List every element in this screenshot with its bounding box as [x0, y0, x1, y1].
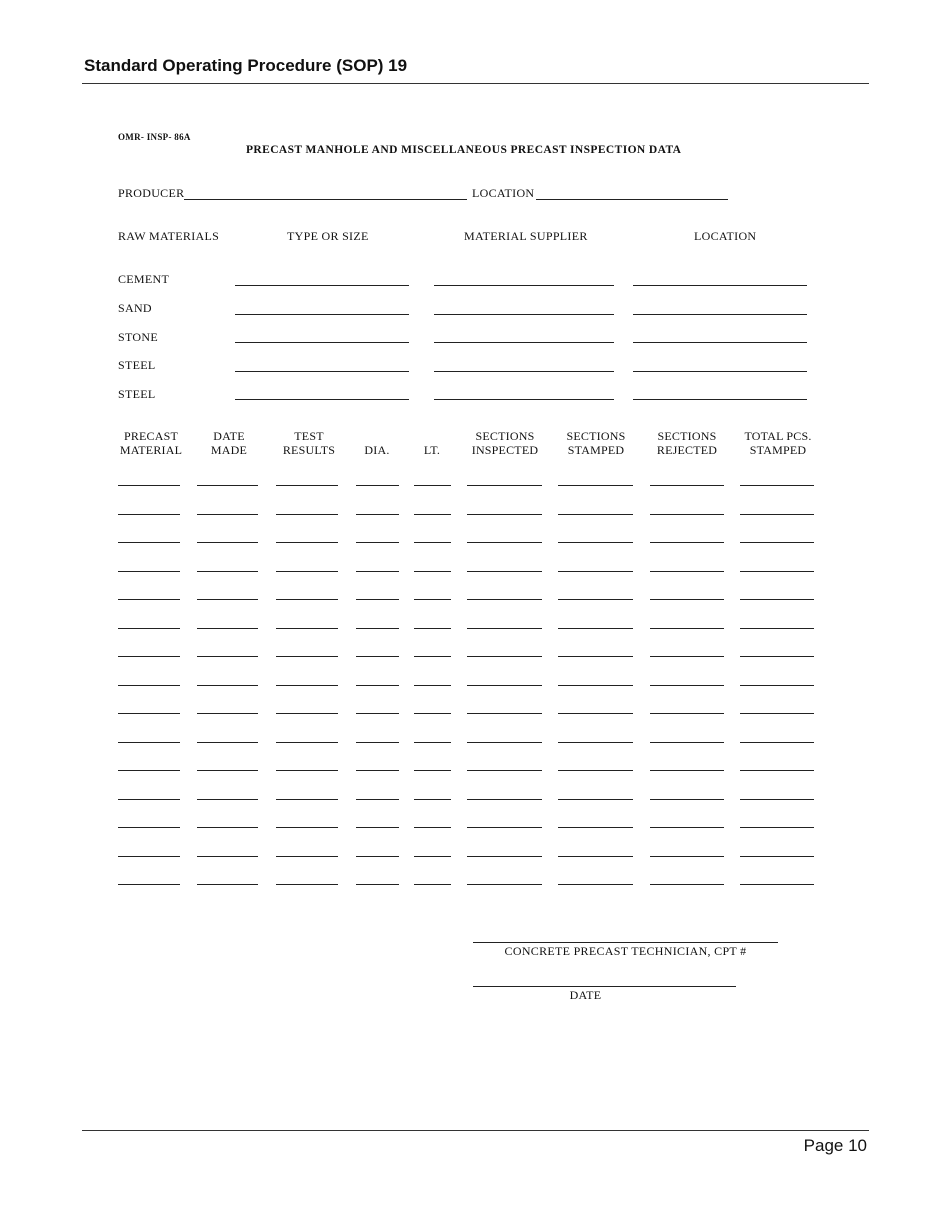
total-pcs-stamped-entry-line[interactable] [740, 514, 814, 515]
sections-stamped-entry-line[interactable] [558, 770, 633, 771]
sections-rejected-entry-line[interactable] [650, 599, 724, 600]
lt-entry-line[interactable] [414, 856, 451, 857]
sections-rejected-entry-line[interactable] [650, 656, 724, 657]
sections-stamped-entry-line[interactable] [558, 713, 633, 714]
dia-entry-line[interactable] [356, 571, 399, 572]
form-id: OMR- INSP- 86A [118, 132, 191, 142]
sections-stamped-entry-line[interactable] [558, 514, 633, 515]
sections-rejected-entry-line[interactable] [650, 514, 724, 515]
total-pcs-stamped-entry-line[interactable] [740, 485, 814, 486]
sections-inspected-entry-line[interactable] [467, 827, 542, 828]
sections-inspected-entry-line[interactable] [467, 770, 542, 771]
sections-rejected-entry-line[interactable] [650, 770, 724, 771]
precast-material-entry-line[interactable] [118, 485, 180, 486]
column-header-sections-stamped [558, 429, 634, 457]
raw-material-label: STEEL [118, 387, 156, 401]
test-results-entry-line[interactable] [276, 713, 338, 714]
date-made-entry-line[interactable] [197, 485, 258, 486]
precast-material-entry-line[interactable] [118, 571, 180, 572]
precast-material-entry-line[interactable] [118, 514, 180, 515]
test-results-entry-line[interactable] [276, 542, 338, 543]
column-header-sections-rejected [649, 429, 725, 457]
column-header-test-results [272, 429, 346, 457]
type-size-field[interactable] [235, 314, 409, 315]
sections-rejected-entry-line[interactable] [650, 542, 724, 543]
material-location-field[interactable] [633, 314, 807, 315]
sections-inspected-entry-line[interactable] [467, 514, 542, 515]
column-header-precast-material [111, 429, 191, 457]
sections-inspected-entry-line[interactable] [467, 656, 542, 657]
total-pcs-stamped-entry-line[interactable] [740, 599, 814, 600]
column-header-line: TOTAL PCS. [744, 429, 812, 443]
sections-inspected-entry-line[interactable] [467, 884, 542, 885]
sections-stamped-entry-line[interactable] [558, 884, 633, 885]
supplier-field[interactable] [434, 342, 614, 343]
location-label: LOCATION [472, 186, 535, 200]
lt-entry-line[interactable] [414, 827, 451, 828]
sections-stamped-entry-line[interactable] [558, 599, 633, 600]
sections-stamped-entry-line[interactable] [558, 485, 633, 486]
dia-entry-line[interactable] [356, 884, 399, 885]
sections-inspected-entry-line[interactable] [467, 628, 542, 629]
date-made-entry-line[interactable] [197, 571, 258, 572]
precast-material-entry-line[interactable] [118, 770, 180, 771]
precast-material-entry-line[interactable] [118, 742, 180, 743]
lt-entry-line[interactable] [414, 742, 451, 743]
sections-stamped-entry-line[interactable] [558, 628, 633, 629]
dia-entry-line[interactable] [356, 856, 399, 857]
material-location-field[interactable] [633, 342, 807, 343]
date-made-entry-line[interactable] [197, 599, 258, 600]
column-header-line: TEST [294, 429, 324, 443]
date-made-entry-line[interactable] [197, 713, 258, 714]
dia-entry-line[interactable] [356, 485, 399, 486]
sections-inspected-entry-line[interactable] [467, 799, 542, 800]
total-pcs-stamped-entry-line[interactable] [740, 856, 814, 857]
raw-materials-header: RAW MATERIALS [118, 229, 220, 243]
sections-rejected-entry-line[interactable] [650, 685, 724, 686]
material-location-field[interactable] [633, 399, 807, 400]
raw-material-label: CEMENT [118, 272, 170, 286]
column-header-line [354, 429, 400, 443]
test-results-entry-line[interactable] [276, 856, 338, 857]
lt-entry-line[interactable] [414, 599, 451, 600]
page-title: Standard Operating Procedure (SOP) 19 [84, 56, 408, 75]
supplier-field[interactable] [434, 314, 614, 315]
sections-stamped-entry-line[interactable] [558, 542, 633, 543]
raw-material-label: STEEL [118, 358, 156, 372]
test-results-entry-line[interactable] [276, 884, 338, 885]
test-results-entry-line[interactable] [276, 742, 338, 743]
sections-inspected-entry-line[interactable] [467, 742, 542, 743]
precast-material-entry-line[interactable] [118, 656, 180, 657]
sections-rejected-entry-line[interactable] [650, 713, 724, 714]
lt-entry-line[interactable] [414, 799, 451, 800]
material-location-field[interactable] [633, 371, 807, 372]
lt-entry-line[interactable] [414, 628, 451, 629]
type-size-field[interactable] [235, 371, 409, 372]
precast-material-entry-line[interactable] [118, 628, 180, 629]
total-pcs-stamped-entry-line[interactable] [740, 571, 814, 572]
form-title: PRECAST MANHOLE AND MISCELLANEOUS PRECAST INSPECTION DATA [246, 144, 682, 156]
type-size-field[interactable] [235, 399, 409, 400]
date-made-entry-line[interactable] [197, 884, 258, 885]
test-results-entry-line[interactable] [276, 827, 338, 828]
sections-stamped-entry-line[interactable] [558, 685, 633, 686]
precast-material-entry-line[interactable] [118, 599, 180, 600]
dia-entry-line[interactable] [356, 542, 399, 543]
precast-material-entry-line[interactable] [118, 856, 180, 857]
lt-entry-line[interactable] [414, 713, 451, 714]
dia-entry-line[interactable] [356, 770, 399, 771]
date-made-entry-line[interactable] [197, 770, 258, 771]
total-pcs-stamped-entry-line[interactable] [740, 742, 814, 743]
type-or-size-header: TYPE OR SIZE [287, 229, 369, 243]
test-results-entry-line[interactable] [276, 514, 338, 515]
dia-entry-line[interactable] [356, 742, 399, 743]
column-header-line: LT. [423, 443, 441, 457]
sections-rejected-entry-line[interactable] [650, 485, 724, 486]
producer-field[interactable] [184, 199, 467, 200]
lt-entry-line[interactable] [414, 571, 451, 572]
date-made-entry-line[interactable] [197, 685, 258, 686]
dia-entry-line[interactable] [356, 799, 399, 800]
column-header-total-pcs-stamped [738, 429, 818, 457]
lt-entry-line[interactable] [414, 884, 451, 885]
column-header-line: MADE [210, 443, 248, 457]
date-made-entry-line[interactable] [197, 514, 258, 515]
sections-inspected-entry-line[interactable] [467, 599, 542, 600]
total-pcs-stamped-entry-line[interactable] [740, 685, 814, 686]
column-header-line: REJECTED [656, 443, 718, 457]
producer-label: PRODUCER [118, 186, 185, 200]
lt-entry-line[interactable] [414, 656, 451, 657]
dia-entry-line[interactable] [356, 599, 399, 600]
column-header-line: SECTIONS [566, 429, 626, 443]
precast-material-entry-line[interactable] [118, 542, 180, 543]
column-header-line: DATE [213, 429, 245, 443]
sections-rejected-entry-line[interactable] [650, 799, 724, 800]
sections-inspected-entry-line[interactable] [467, 856, 542, 857]
date-made-entry-line[interactable] [197, 856, 258, 857]
column-header-line: MATERIAL [119, 443, 183, 457]
raw-material-label: STONE [118, 330, 158, 344]
material-supplier-header: MATERIAL SUPPLIER [464, 229, 588, 243]
material-location-field[interactable] [633, 285, 807, 286]
sections-inspected-entry-line[interactable] [467, 485, 542, 486]
date-made-entry-line[interactable] [197, 656, 258, 657]
sections-inspected-entry-line[interactable] [467, 685, 542, 686]
precast-material-entry-line[interactable] [118, 827, 180, 828]
total-pcs-stamped-entry-line[interactable] [740, 628, 814, 629]
lt-entry-line[interactable] [414, 685, 451, 686]
sections-rejected-entry-line[interactable] [650, 628, 724, 629]
raw-location-header: LOCATION [694, 229, 757, 243]
lt-entry-line[interactable] [414, 542, 451, 543]
sections-stamped-entry-line[interactable] [558, 827, 633, 828]
total-pcs-stamped-entry-line[interactable] [740, 542, 814, 543]
signature-date-label: DATE [569, 988, 602, 1002]
test-results-entry-line[interactable] [276, 628, 338, 629]
column-header-line: SECTIONS [475, 429, 535, 443]
date-made-entry-line[interactable] [197, 542, 258, 543]
column-header-date-made [194, 429, 264, 457]
dia-entry-line[interactable] [356, 656, 399, 657]
type-size-field[interactable] [235, 285, 409, 286]
sections-stamped-entry-line[interactable] [558, 742, 633, 743]
total-pcs-stamped-entry-line[interactable] [740, 827, 814, 828]
dia-entry-line[interactable] [356, 514, 399, 515]
column-header-line: INSPECTED [471, 443, 539, 457]
precast-material-entry-line[interactable] [118, 685, 180, 686]
test-results-entry-line[interactable] [276, 799, 338, 800]
test-results-entry-line[interactable] [276, 770, 338, 771]
sections-rejected-entry-line[interactable] [650, 827, 724, 828]
total-pcs-stamped-entry-line[interactable] [740, 884, 814, 885]
sections-stamped-entry-line[interactable] [558, 856, 633, 857]
supplier-field[interactable] [434, 399, 614, 400]
dia-entry-line[interactable] [356, 827, 399, 828]
test-results-entry-line[interactable] [276, 571, 338, 572]
sections-stamped-entry-line[interactable] [558, 656, 633, 657]
dia-entry-line[interactable] [356, 685, 399, 686]
column-header-line: STAMPED [749, 443, 807, 457]
raw-material-label: SAND [118, 301, 152, 315]
sections-rejected-entry-line[interactable] [650, 856, 724, 857]
lt-entry-line[interactable] [414, 770, 451, 771]
precast-material-entry-line[interactable] [118, 713, 180, 714]
dia-entry-line[interactable] [356, 628, 399, 629]
precast-material-entry-line[interactable] [118, 884, 180, 885]
footer-divider [82, 1130, 869, 1131]
sections-rejected-entry-line[interactable] [650, 884, 724, 885]
column-header-line: STAMPED [567, 443, 625, 457]
test-results-entry-line[interactable] [276, 656, 338, 657]
test-results-entry-line[interactable] [276, 599, 338, 600]
sections-inspected-entry-line[interactable] [467, 542, 542, 543]
sections-rejected-entry-line[interactable] [650, 742, 724, 743]
supplier-field[interactable] [434, 285, 614, 286]
lt-entry-line[interactable] [414, 514, 451, 515]
location-field[interactable] [536, 199, 728, 200]
test-results-entry-line[interactable] [276, 485, 338, 486]
test-results-entry-line[interactable] [276, 685, 338, 686]
sections-stamped-entry-line[interactable] [558, 799, 633, 800]
precast-material-entry-line[interactable] [118, 799, 180, 800]
date-made-entry-line[interactable] [197, 827, 258, 828]
column-header-line: RESULTS [282, 443, 336, 457]
technician-signature-label: CONCRETE PRECAST TECHNICIAN, CPT # [504, 944, 747, 958]
sections-inspected-entry-line[interactable] [467, 571, 542, 572]
page-number: Page 10 [803, 1136, 867, 1155]
date-made-entry-line[interactable] [197, 628, 258, 629]
total-pcs-stamped-entry-line[interactable] [740, 656, 814, 657]
lt-entry-line[interactable] [414, 485, 451, 486]
total-pcs-stamped-entry-line[interactable] [740, 770, 814, 771]
column-header-dia [354, 429, 400, 457]
column-header-sections-inspected [465, 429, 545, 457]
column-header-lt [412, 429, 452, 457]
column-header-line: SECTIONS [657, 429, 717, 443]
date-made-entry-line[interactable] [197, 742, 258, 743]
total-pcs-stamped-entry-line[interactable] [740, 713, 814, 714]
column-header-line: DIA. [364, 443, 390, 457]
technician-signature-line[interactable] [473, 942, 778, 943]
sections-stamped-entry-line[interactable] [558, 571, 633, 572]
total-pcs-stamped-entry-line[interactable] [740, 799, 814, 800]
sections-rejected-entry-line[interactable] [650, 571, 724, 572]
signature-date-line[interactable] [473, 986, 736, 987]
column-header-line: PRECAST [123, 429, 179, 443]
type-size-field[interactable] [235, 342, 409, 343]
dia-entry-line[interactable] [356, 713, 399, 714]
date-made-entry-line[interactable] [197, 799, 258, 800]
header-divider [82, 83, 869, 84]
column-header-line [412, 429, 452, 443]
sections-inspected-entry-line[interactable] [467, 713, 542, 714]
supplier-field[interactable] [434, 371, 614, 372]
